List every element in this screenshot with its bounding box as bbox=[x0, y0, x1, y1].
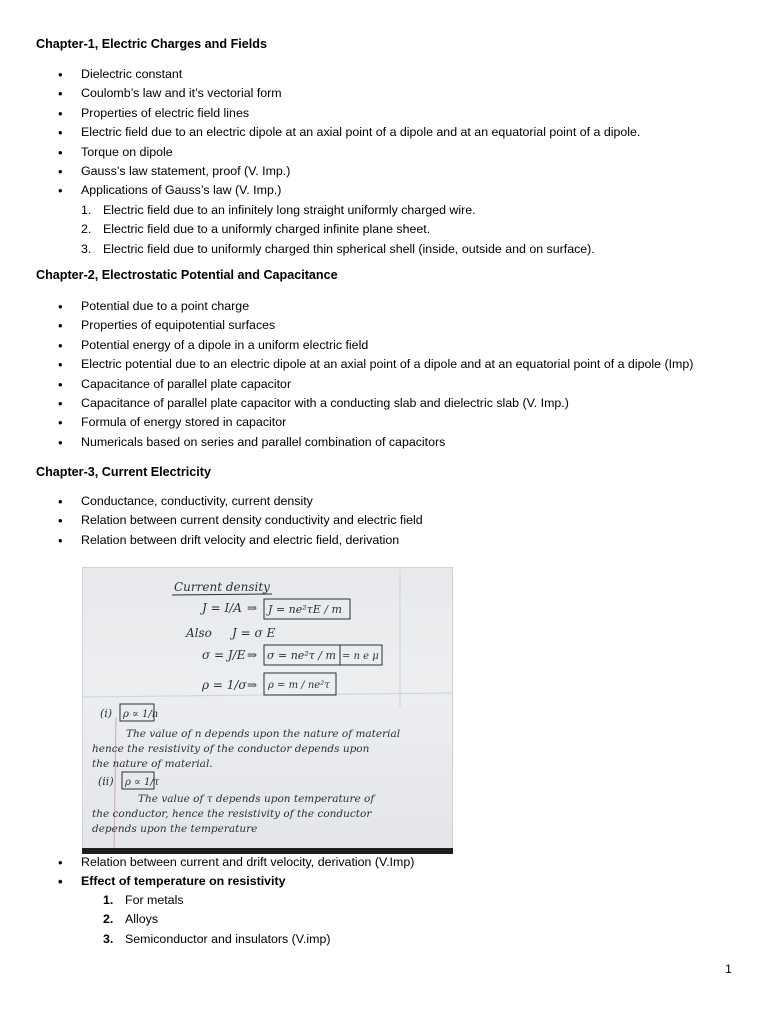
notes-eq1-box: J = ne²τE / m bbox=[268, 603, 342, 616]
notes-point2-label: (ii) bbox=[98, 775, 114, 788]
item-number: 1. bbox=[81, 203, 92, 217]
list-item: • Gauss’s law statement, proof (V. Imp.) bbox=[36, 162, 640, 181]
chapter-1-bullet-list bbox=[36, 65, 640, 201]
chapter-2-title: Chapter-2, Electrostatic Potential and Capacitance bbox=[36, 268, 338, 282]
notes-eq1-left: J = I/A bbox=[202, 601, 242, 615]
chapter-3-bullet-list bbox=[36, 492, 423, 550]
chapter-3-numbered-list bbox=[103, 891, 330, 949]
list-item: • Effect of temperature on resistivity bbox=[36, 872, 414, 891]
numbered-item bbox=[103, 910, 330, 929]
list-item: • Relation between current density conductivity and electric field bbox=[36, 511, 423, 530]
notes-point1-label: (i) bbox=[100, 707, 113, 720]
list-item: • Relation between current and drift velocity, derivation (V.Imp) bbox=[36, 853, 414, 872]
list-item: • Applications of Gauss’s law (V. Imp.) bbox=[36, 181, 640, 200]
list-item: • Conductance, conductivity, current density bbox=[36, 492, 423, 511]
chapter-1-numbered-list bbox=[81, 201, 595, 259]
list-item: • Capacitance of parallel plate capacitor bbox=[36, 375, 693, 394]
list-item: • Potential due to a point charge bbox=[36, 297, 693, 316]
notes-drawing bbox=[82, 567, 453, 854]
notes-point1-line: the nature of material. bbox=[92, 758, 213, 770]
notes-point2-line: the conductor, hence the resistivity of the conductor bbox=[92, 808, 372, 820]
list-item: • Properties of electric field lines bbox=[36, 104, 640, 123]
list-item: • Capacitance of parallel plate capacitor with a conducting slab and dielectric slab (V. Imp.) bbox=[36, 394, 693, 413]
arrow-icon: ⇒ bbox=[247, 601, 258, 615]
list-item: • Dielectric constant bbox=[36, 65, 640, 84]
notes-eq4-box: ρ = m / ne²τ bbox=[268, 680, 330, 691]
item-text: Alloys bbox=[125, 912, 159, 927]
chapter-3-bullet-list-continued bbox=[36, 853, 414, 892]
item-text: Electric field due to an infinitely long straight uniformly charged wire. bbox=[103, 203, 476, 217]
list-item: • Coulomb’s law and it’s vectorial form bbox=[36, 84, 640, 103]
notes-also: Also bbox=[186, 626, 212, 640]
item-number: 2. bbox=[81, 222, 92, 237]
numbered-item bbox=[81, 240, 595, 259]
notes-point1-box: ρ ∝ 1/n bbox=[123, 709, 159, 720]
arrow-icon: ⇒ bbox=[247, 678, 258, 692]
notes-point2-line: The value of τ depends upon temperature of bbox=[138, 793, 375, 805]
item-number: 3. bbox=[103, 931, 114, 946]
list-item: • Electric potential due to an electric dipole at an axial point of a dipole and at an equatorial point of a dipole (Imp) bbox=[36, 355, 693, 374]
notes-point2-box: ρ ∝ 1/τ bbox=[125, 777, 160, 788]
list-item: • Torque on dipole bbox=[36, 143, 640, 162]
numbered-item bbox=[103, 891, 330, 910]
notes-eq3-left: σ = J/E bbox=[202, 648, 246, 662]
item-number: 2. bbox=[103, 912, 114, 927]
handwritten-notes-photo bbox=[82, 567, 453, 854]
item-number: 3. bbox=[81, 241, 92, 256]
notes-eq3-extra: = n e μ bbox=[342, 651, 379, 662]
notes-eq4-left: ρ = 1/σ bbox=[202, 678, 247, 692]
item-text: Electric field due to uniformly charged thin spherical shell (inside, outside and on surface). bbox=[103, 241, 595, 256]
numbered-item bbox=[81, 201, 595, 220]
list-item: • Formula of energy stored in capacitor bbox=[36, 413, 693, 432]
chapter-3-title: Chapter-3, Current Electricity bbox=[36, 465, 211, 479]
numbered-item bbox=[81, 220, 595, 239]
item-number: 1. bbox=[103, 893, 114, 907]
list-item: • Potential energy of a dipole in a uniform electric field bbox=[36, 336, 693, 355]
notes-eq2: J = σ E bbox=[232, 626, 276, 640]
chapter-2-bullet-list bbox=[36, 297, 693, 452]
arrow-icon: ⇒ bbox=[247, 648, 258, 662]
chapter-1-title: Chapter-1, Electric Charges and Fields bbox=[36, 37, 267, 51]
list-item: • Relation between drift velocity and electric field, derivation bbox=[36, 531, 423, 550]
notes-eq3-box: σ = ne²τ / m bbox=[267, 649, 336, 662]
item-text: For metals bbox=[125, 893, 184, 907]
notes-point1-line: The value of n depends upon the nature of material bbox=[126, 728, 401, 740]
numbered-item bbox=[103, 930, 330, 949]
list-item: • Electric field due to an electric dipole at an axial point of a dipole and at an equatorial point of a dipole. bbox=[36, 123, 640, 142]
notes-point2-line: depends upon the temperature bbox=[92, 823, 258, 835]
item-text: Semiconductor and insulators (V.imp) bbox=[125, 931, 331, 946]
notes-point1-line: hence the resistivity of the conductor depends upon bbox=[92, 743, 370, 755]
list-item: • Numericals based on series and parallel combination of capacitors bbox=[36, 433, 693, 452]
page-number: 1 bbox=[725, 962, 732, 976]
list-item: • Properties of equipotential surfaces bbox=[36, 316, 693, 335]
item-text: Electric field due to a uniformly charged infinite plane sheet. bbox=[103, 222, 431, 237]
notes-heading: Current density bbox=[174, 580, 270, 594]
